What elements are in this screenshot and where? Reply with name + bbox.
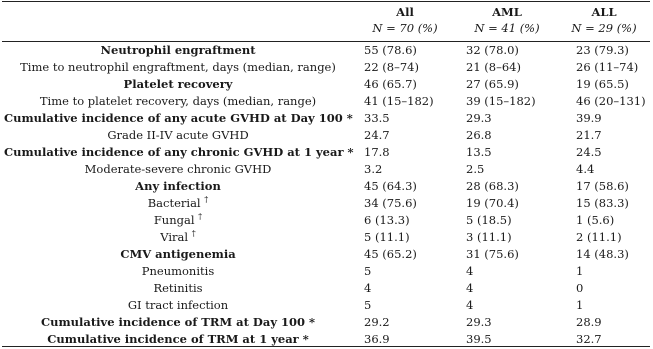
row-label bbox=[4, 76, 352, 93]
row-label-text: Bacterial bbox=[147, 196, 205, 210]
value-all: 55 (78.6) bbox=[364, 43, 417, 57]
column-header-all-title: All bbox=[396, 5, 414, 19]
value-aml: 13.5 bbox=[466, 145, 492, 159]
table-row bbox=[0, 59, 653, 76]
value-all-leukemia: 23 (79.3) bbox=[576, 43, 629, 57]
table-row bbox=[0, 42, 653, 59]
row-label bbox=[4, 110, 352, 127]
table-row bbox=[0, 178, 653, 195]
row-label bbox=[4, 280, 352, 297]
row-label bbox=[4, 195, 352, 212]
value-all: 5 (11.1) bbox=[364, 230, 410, 244]
value-all-leukemia: 1 bbox=[576, 298, 584, 312]
row-label bbox=[4, 246, 352, 263]
value-all-leukemia: 32.7 bbox=[576, 332, 602, 346]
table-row bbox=[0, 297, 653, 314]
value-aml: 4 bbox=[466, 281, 474, 295]
footnote-mark: † bbox=[204, 195, 209, 205]
value-aml: 4 bbox=[466, 264, 474, 278]
value-aml: 29.3 bbox=[466, 315, 492, 329]
value-all: 4 bbox=[364, 281, 372, 295]
table-top-rule bbox=[2, 1, 650, 2]
row-label-text: Cumulative incidence of any chronic GVHD at 1 year * bbox=[4, 145, 354, 159]
value-all-leukemia: 39.9 bbox=[576, 111, 602, 125]
value-aml: 27 (65.9) bbox=[466, 77, 519, 91]
value-all: 33.5 bbox=[364, 111, 390, 125]
column-header-all bbox=[356, 4, 454, 40]
value-all-leukemia: 4.4 bbox=[576, 162, 595, 176]
table-row bbox=[0, 144, 653, 161]
row-label bbox=[4, 127, 352, 144]
value-aml: 28 (68.3) bbox=[466, 179, 519, 193]
table-row bbox=[0, 229, 653, 246]
value-all: 46 (65.7) bbox=[364, 77, 417, 91]
value-all: 5 bbox=[364, 264, 372, 278]
value-all-leukemia: 17 (58.6) bbox=[576, 179, 629, 193]
row-label-text: Time to neutrophil engraftment, days (median, range) bbox=[20, 60, 336, 74]
column-header-all-n: N = 70 (%) bbox=[372, 21, 438, 35]
row-label-text: CMV antigenemia bbox=[120, 247, 236, 261]
row-label-text: Neutrophil engraftment bbox=[100, 43, 256, 57]
value-all: 41 (15–182) bbox=[364, 94, 434, 108]
value-all: 45 (64.3) bbox=[364, 179, 417, 193]
row-label bbox=[4, 144, 352, 161]
value-aml: 39 (15–182) bbox=[466, 94, 536, 108]
value-all-leukemia: 24.5 bbox=[576, 145, 602, 159]
value-all: 22 (8–74) bbox=[364, 60, 419, 74]
row-label bbox=[4, 212, 352, 229]
row-label-text: Any infection bbox=[135, 179, 221, 193]
value-all-leukemia: 14 (48.3) bbox=[576, 247, 629, 261]
value-all: 5 bbox=[364, 298, 372, 312]
value-all-leukemia: 1 (5.6) bbox=[576, 213, 615, 227]
row-label-text: Cumulative incidence of TRM at Day 100 * bbox=[40, 315, 316, 329]
table-row bbox=[0, 76, 653, 93]
value-aml: 32 (78.0) bbox=[466, 43, 519, 57]
value-aml: 26.8 bbox=[466, 128, 492, 142]
value-all: 45 (65.2) bbox=[364, 247, 417, 261]
table-row bbox=[0, 127, 653, 144]
table-row bbox=[0, 161, 653, 178]
value-all-leukemia: 0 bbox=[576, 281, 584, 295]
value-aml: 31 (75.6) bbox=[466, 247, 519, 261]
row-label-text: Pneumonitis bbox=[141, 264, 215, 278]
table-row bbox=[0, 195, 653, 212]
value-aml: 19 (70.4) bbox=[466, 196, 519, 210]
value-all-leukemia: 19 (65.5) bbox=[576, 77, 629, 91]
table-row bbox=[0, 263, 653, 280]
row-label bbox=[4, 93, 352, 110]
value-all-leukemia: 15 (83.3) bbox=[576, 196, 629, 210]
column-header-all-leukemia bbox=[558, 4, 650, 40]
footnote-mark: † bbox=[191, 229, 196, 239]
row-label bbox=[4, 263, 352, 280]
row-label bbox=[4, 314, 352, 331]
row-label-text: GI tract infection bbox=[127, 298, 229, 312]
value-all: 34 (75.6) bbox=[364, 196, 417, 210]
value-all-leukemia: 46 (20–131) bbox=[576, 94, 646, 108]
column-header-all-leukemia-n: N = 29 (%) bbox=[571, 21, 637, 35]
column-header-aml-n: N = 41 (%) bbox=[474, 21, 540, 35]
row-label bbox=[4, 297, 352, 314]
value-all-leukemia: 21.7 bbox=[576, 128, 602, 142]
footnote-mark: † bbox=[198, 212, 203, 222]
value-all: 29.2 bbox=[364, 315, 390, 329]
value-all-leukemia: 28.9 bbox=[576, 315, 602, 329]
value-all: 6 (13.3) bbox=[364, 213, 410, 227]
value-all: 36.9 bbox=[364, 332, 390, 346]
row-label-text: Cumulative incidence of TRM at 1 year * bbox=[47, 332, 309, 346]
value-aml: 4 bbox=[466, 298, 474, 312]
row-label-text: Platelet recovery bbox=[123, 77, 233, 91]
value-all: 24.7 bbox=[364, 128, 390, 142]
table-body bbox=[0, 42, 653, 348]
row-label-text: Retinitis bbox=[153, 281, 203, 295]
value-aml: 39.5 bbox=[466, 332, 492, 346]
row-label-text: Grade II-IV acute GVHD bbox=[107, 128, 249, 142]
column-header-aml-title: AML bbox=[492, 5, 522, 19]
row-label bbox=[4, 59, 352, 76]
value-aml: 29.3 bbox=[466, 111, 492, 125]
row-label bbox=[4, 178, 352, 195]
value-aml: 3 (11.1) bbox=[466, 230, 512, 244]
value-all: 3.2 bbox=[364, 162, 383, 176]
table-row bbox=[0, 212, 653, 229]
table-row bbox=[0, 246, 653, 263]
value-aml: 5 (18.5) bbox=[466, 213, 512, 227]
table-row bbox=[0, 314, 653, 331]
table-row bbox=[0, 110, 653, 127]
value-aml: 2.5 bbox=[466, 162, 485, 176]
row-label-text: Fungal bbox=[153, 213, 199, 227]
row-label-text: Time to platelet recovery, days (median, range) bbox=[39, 94, 317, 108]
column-header-all-leukemia-title: ALL bbox=[591, 5, 617, 19]
value-all-leukemia: 2 (11.1) bbox=[576, 230, 622, 244]
row-label bbox=[4, 161, 352, 178]
row-label bbox=[4, 42, 352, 59]
table-bottom-rule bbox=[2, 346, 650, 347]
row-label-text: Cumulative incidence of any acute GVHD at Day 100 * bbox=[4, 111, 353, 125]
value-all-leukemia: 1 bbox=[576, 264, 584, 278]
value-aml: 21 (8–64) bbox=[466, 60, 521, 74]
column-header-aml bbox=[458, 4, 556, 40]
row-label-text: Viral bbox=[160, 230, 192, 244]
value-all-leukemia: 26 (11–74) bbox=[576, 60, 639, 74]
row-label bbox=[4, 229, 352, 246]
value-all: 17.8 bbox=[364, 145, 390, 159]
row-label-text: Moderate-severe chronic GVHD bbox=[84, 162, 272, 176]
table-row bbox=[0, 93, 653, 110]
table-row bbox=[0, 280, 653, 297]
